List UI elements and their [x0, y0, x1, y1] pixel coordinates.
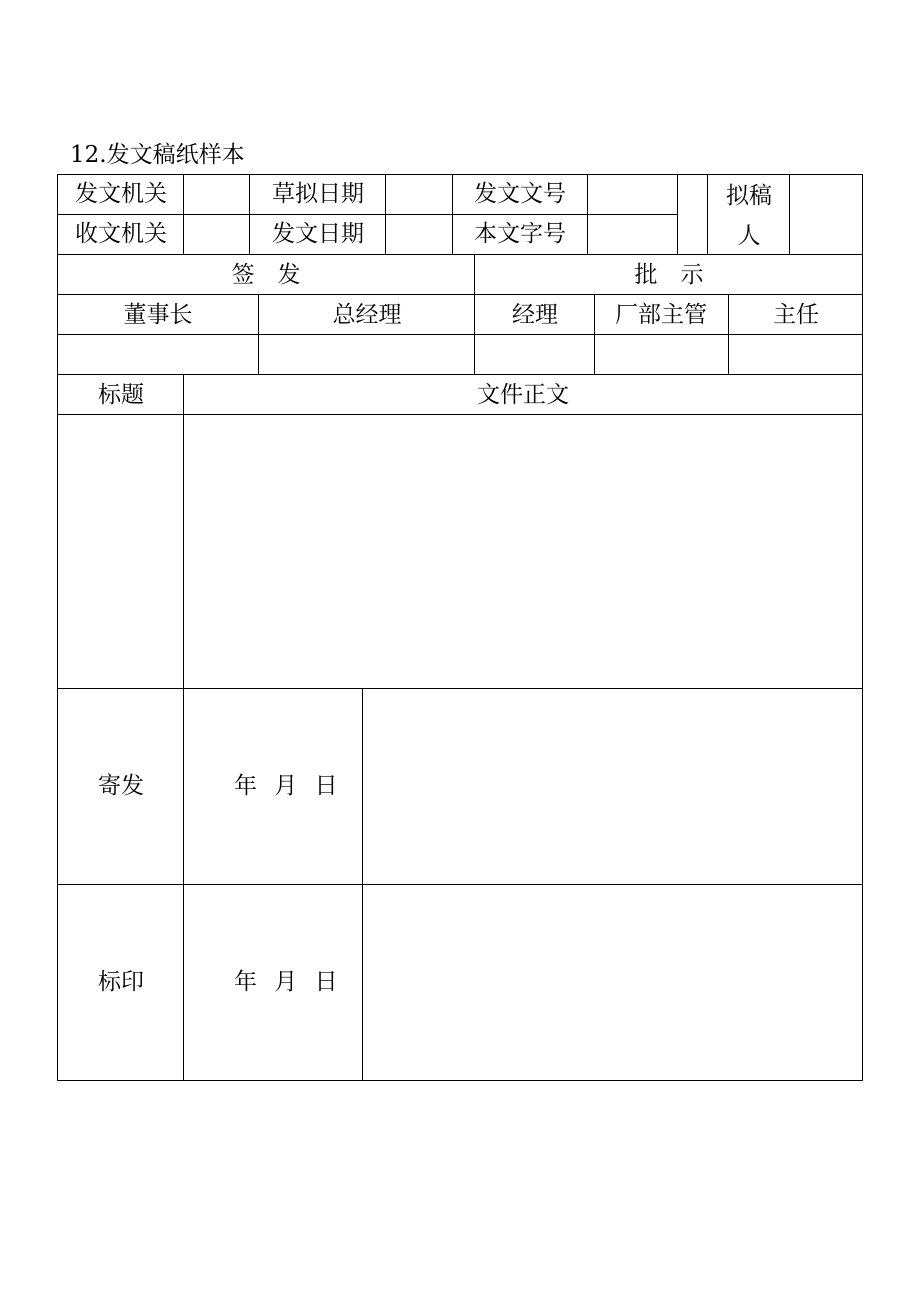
sign-label: 签 发	[231, 262, 301, 288]
drafter-label	[726, 176, 772, 256]
manager-label: 经理	[512, 302, 558, 328]
text-number-label: 本文字号	[474, 221, 566, 247]
row-divider	[57, 688, 863, 689]
row-divider	[57, 884, 863, 885]
table-border-left	[57, 174, 58, 1081]
general-manager-label: 总经理	[332, 302, 402, 328]
approve-label: 批 示	[634, 262, 704, 288]
column-divider	[258, 294, 259, 374]
issuing-org-label: 发文机关	[75, 181, 167, 207]
drafter-label-line1: 拟稿	[726, 183, 772, 209]
body-label: 文件正文	[477, 382, 569, 408]
column-divider	[249, 174, 250, 254]
column-divider	[677, 174, 678, 254]
column-divider	[183, 174, 184, 254]
mailing-label: 寄发	[98, 773, 144, 799]
column-divider	[452, 174, 453, 254]
chairman-label: 董事长	[123, 302, 193, 328]
row-divider	[57, 374, 863, 375]
doc-number-label: 发文文号	[474, 181, 566, 207]
subject-label: 标题	[98, 382, 144, 408]
column-divider	[183, 374, 184, 1081]
issue-date-label: 发文日期	[272, 221, 364, 247]
row-divider	[57, 334, 863, 335]
column-divider	[474, 254, 475, 374]
factory-supervisor-label: 厂部主管	[615, 302, 707, 328]
column-divider	[362, 688, 363, 1081]
column-divider	[385, 174, 386, 254]
row-divider	[57, 294, 863, 295]
row-divider	[57, 214, 678, 215]
column-divider	[728, 294, 729, 374]
draft-date-label: 草拟日期	[272, 181, 364, 207]
drafter-label-line2: 人	[737, 223, 761, 249]
printing-date: 年 月 日	[234, 969, 338, 995]
table-border-right	[862, 174, 863, 1081]
table-border-top	[57, 174, 863, 175]
director-label: 主任	[773, 302, 819, 328]
column-divider	[789, 174, 790, 254]
row-divider	[57, 414, 863, 415]
table-border-bottom	[57, 1080, 863, 1081]
printing-label: 标印	[98, 969, 144, 995]
column-divider	[587, 174, 588, 254]
column-divider	[594, 294, 595, 374]
document-title: 12.发文稿纸样本	[70, 142, 245, 168]
column-divider	[707, 174, 708, 254]
mailing-date: 年 月 日	[234, 773, 338, 799]
receiving-org-label: 收文机关	[75, 221, 167, 247]
